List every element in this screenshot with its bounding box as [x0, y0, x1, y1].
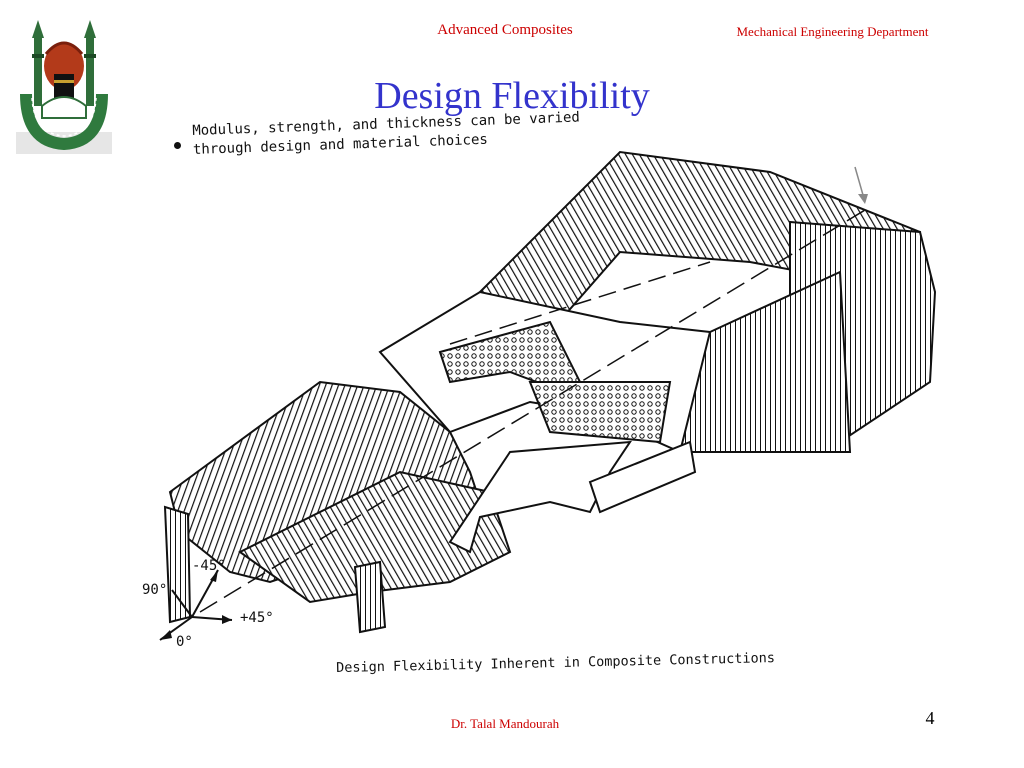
bullet-text: Modulus, strength, and thickness can be varied through design and material choices	[192, 109, 581, 158]
department-name: Mechanical Engineering Department	[736, 24, 929, 39]
angle-label-90: 90°	[142, 582, 168, 598]
course-title: Advanced Composites	[437, 22, 573, 38]
bullet-icon	[174, 142, 181, 149]
angle-label-minus45: -45°	[192, 558, 226, 574]
angle-label-plus45: +45°	[240, 610, 274, 626]
figure-caption: Design Flexibility Inherent in Composite Constructions	[336, 650, 776, 676]
slide-title: Design Flexibility	[374, 75, 650, 117]
page-number: 4	[925, 708, 935, 728]
university-logo-icon	[16, 14, 112, 154]
angle-label-0: 0°	[176, 634, 193, 650]
footer-author: Dr. Talal Mandourah	[450, 716, 560, 731]
